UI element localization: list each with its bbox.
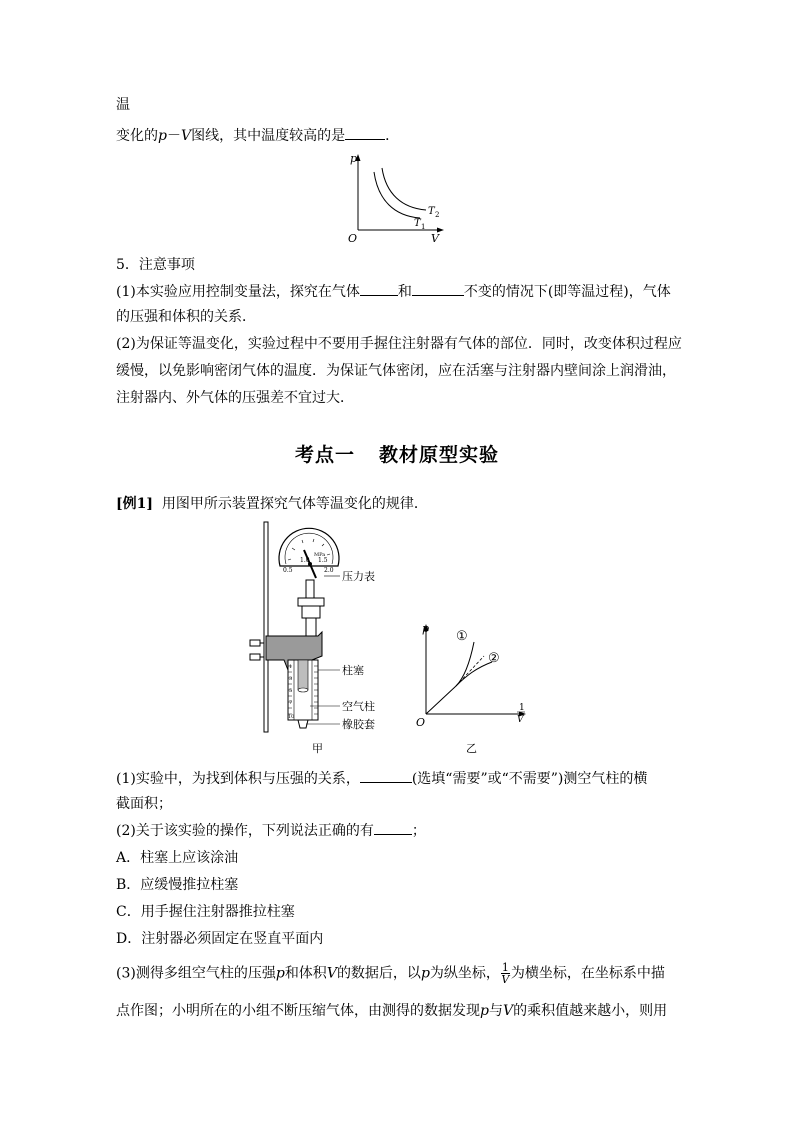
symbol-v: V <box>502 1003 514 1019</box>
note-2-line-2: 缓慢，以免影响密闭气体的温度．为保证气体密闭，应在活塞与注射器内壁间涂上润滑油， <box>116 363 676 379</box>
text: 和 <box>397 284 412 300</box>
fraction-1-over-v <box>501 962 510 985</box>
gauge-stem <box>306 580 314 598</box>
gauge-tick: 2.0 <box>324 567 334 574</box>
clamp-knob-upper <box>250 640 260 646</box>
caption-yi: 乙 <box>466 742 477 755</box>
origin-label: O <box>348 232 358 245</box>
symbol-p: p <box>275 965 285 982</box>
label-rubber-cap: 橡胶套 <box>342 718 375 731</box>
text: 的数据后，以 <box>336 965 421 982</box>
answer-blank[interactable] <box>360 281 398 296</box>
option-b: B．应缓慢推拉柱塞 <box>116 877 239 893</box>
curve-2-label: ② <box>488 651 500 666</box>
y-label: p <box>422 622 430 635</box>
text: 图线，其中温度较高的是 <box>191 128 346 144</box>
clamp-knob-lower <box>250 654 260 660</box>
scale-label: 1 <box>289 664 293 670</box>
section-5-heading: 5．注意事项 <box>116 257 195 273</box>
gauge-tick: 1.5 <box>318 557 328 564</box>
text: (3)测得多组空气柱的压强 <box>116 965 276 982</box>
x-label-den: V <box>517 715 524 725</box>
text: 点作图；小明所在的小组不断压缩气体，由测得的数据发现 <box>116 1003 480 1019</box>
text: 的乘积值越来越小，则用 <box>513 1003 668 1019</box>
pv-question-line <box>116 125 399 146</box>
question-3-line-1 <box>116 962 665 985</box>
curve-2 <box>456 662 492 686</box>
x-label: V <box>431 232 439 245</box>
label-air-column: 空气柱 <box>342 700 375 713</box>
symbol-p: p <box>420 965 430 982</box>
question-2 <box>116 820 426 841</box>
curve-1 <box>426 642 474 714</box>
note-1-line-2: 的压强和体积的关系． <box>116 309 256 325</box>
y-label: p <box>350 152 358 165</box>
answer-blank[interactable] <box>374 820 412 835</box>
text: 变化的 <box>116 128 158 144</box>
origin-label: O <box>416 716 426 729</box>
option-c: C．用手握住注射器推拉柱塞 <box>116 904 295 920</box>
text: (1)实验中，为找到体积与压强的关系， <box>116 771 360 787</box>
scale-label: 7 <box>289 700 293 706</box>
example-tag: [例1] <box>116 496 153 512</box>
curve-t2 <box>382 168 426 210</box>
text: 为横坐标，在坐标系中描 <box>510 965 665 982</box>
label-pressure-gauge: 压力表 <box>342 570 375 583</box>
gauge-unit: MPa <box>314 552 326 558</box>
section-title <box>0 440 794 467</box>
text: (选填“需要”或“不需要”)测空气柱的横 <box>411 771 648 787</box>
scale-label: 10 <box>288 714 295 720</box>
t2-subscript: 2 <box>435 211 440 219</box>
text: (2)关于该实验的操作，下列说法正确的有 <box>116 823 374 839</box>
text: 为纵坐标， <box>429 965 500 982</box>
question-1-line-1 <box>116 768 647 789</box>
answer-blank[interactable] <box>360 768 412 783</box>
symbol-v: V <box>180 128 192 144</box>
text-fragment-wen: 温 <box>116 97 130 113</box>
fitting <box>302 606 320 618</box>
question-1-line-2: 截面积； <box>116 796 172 812</box>
scale-label: 5 <box>289 688 293 694</box>
note-1-line <box>116 281 671 302</box>
plunger <box>298 660 308 690</box>
text: 和体积 <box>284 965 327 982</box>
answer-blank[interactable] <box>345 125 385 140</box>
t1-label: T <box>414 218 421 229</box>
stand-rod <box>264 522 268 732</box>
caption-jia: 甲 <box>312 742 323 755</box>
title-part-b: 教材原型实验 <box>379 444 500 466</box>
label-plunger: 柱塞 <box>342 664 364 677</box>
fraction-num: 1 <box>501 961 509 974</box>
period: ． <box>385 128 400 144</box>
minus: － <box>166 128 181 144</box>
symbol-v: V <box>326 965 337 982</box>
symbol-p: p <box>158 128 167 144</box>
x-label-num: 1 <box>519 703 525 713</box>
pv-isotherm-graph <box>344 150 448 246</box>
plunger-rod <box>306 618 316 636</box>
curve-1-label: ① <box>456 629 468 644</box>
symbol-p: p <box>480 1003 489 1019</box>
title-part-a: 考点一 <box>294 444 355 466</box>
example-text: 用图甲所示装置探究气体等温变化的规律． <box>161 496 428 512</box>
text: (1)本实验应用控制变量法，探究在气体 <box>116 284 360 300</box>
text: ； <box>411 823 426 839</box>
gauge-tick: 0.5 <box>283 567 293 574</box>
gauge-tick: 1.0 <box>300 557 310 564</box>
option-a: A．柱塞上应该涂油 <box>116 850 239 866</box>
answer-blank[interactable] <box>412 281 464 296</box>
note-2-line-1: (2)为保证等温变化，实验过程中不要用手握住注射器有气体的部位．同时，改变体积过程应 <box>116 336 682 352</box>
t2-label: T <box>428 206 435 217</box>
apparatus-figure <box>246 520 396 758</box>
scale-label: 3 <box>289 676 293 682</box>
text: 不变的情况下(即等温过程)，气体 <box>463 284 671 300</box>
question-3-line-2 <box>116 1001 667 1021</box>
reference-line <box>456 656 484 686</box>
fraction-den: V <box>501 973 510 986</box>
p-inverse-v-graph <box>412 618 536 758</box>
option-d: D．注射器必须固定在竖直平面内 <box>116 931 324 947</box>
fitting-nut <box>298 598 324 606</box>
t1-subscript: 1 <box>421 223 426 231</box>
text: 与 <box>488 1003 503 1019</box>
curve-t1 <box>374 172 420 218</box>
note-2-line-3: 注射器内、外气体的压强差不宜过大． <box>116 390 354 406</box>
example-intro <box>116 494 428 514</box>
